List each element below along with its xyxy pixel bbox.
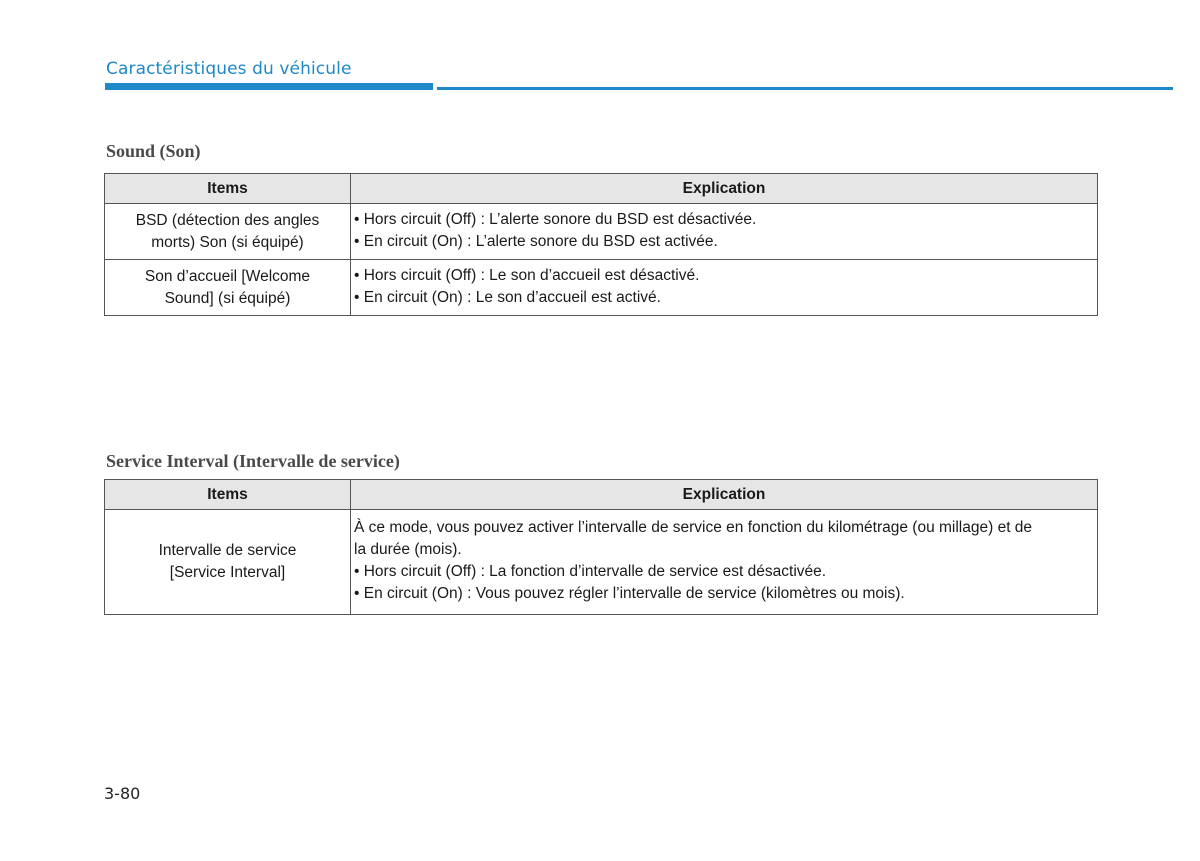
table-header-row xyxy=(105,174,1098,204)
item-cell xyxy=(105,510,351,615)
item-cell xyxy=(105,204,351,260)
item-text: Son d’accueil [Welcome xyxy=(144,267,311,285)
section-heading-service-interval: Service Interval (Intervalle de service) xyxy=(106,451,400,471)
table-row xyxy=(105,510,1098,615)
column-header-explication: Explication xyxy=(351,480,1098,510)
table-row xyxy=(105,260,1098,316)
explanation-text: • En circuit (On) : Vous pouvez régler l’intervalle de service (kilomètres ou mois). xyxy=(354,585,905,602)
explanation-text: la durée (mois). xyxy=(354,541,462,558)
item-text: Sound] (si équipé) xyxy=(164,289,291,307)
explanation-cell xyxy=(351,204,1098,260)
table-row xyxy=(105,204,1098,260)
item-text: BSD (détection des angles xyxy=(135,211,320,229)
sound-settings-table xyxy=(104,173,1098,316)
service-interval-table xyxy=(104,479,1098,615)
item-text: morts) Son (si équipé) xyxy=(151,233,304,251)
section-heading-sound: Sound (Son) xyxy=(106,141,201,161)
item-text: [Service Interval] xyxy=(169,564,286,581)
item-text: Intervalle de service xyxy=(158,542,297,559)
column-header-items: Items xyxy=(105,174,351,204)
chapter-title: Caractéristiques du véhicule xyxy=(106,59,352,79)
explanation-text: À ce mode, vous pouvez activer l’intervalle de service en fonction du kilométrage (ou millage) et de xyxy=(354,519,1033,536)
explanation-text: • Hors circuit (Off) : La fonction d’intervalle de service est désactivée. xyxy=(354,563,827,580)
table-header-row xyxy=(105,480,1098,510)
explanation-text: • Hors circuit (Off) : L’alerte sonore du BSD est désactivée. xyxy=(354,210,757,228)
explanation-cell xyxy=(351,260,1098,316)
column-header-items: Items xyxy=(105,480,351,510)
chapter-rule-line xyxy=(437,87,1173,90)
explanation-text: • Hors circuit (Off) : Le son d’accueil est désactivé. xyxy=(354,266,700,284)
chapter-accent-bar xyxy=(105,83,433,90)
page-number: 3-80 xyxy=(104,784,141,803)
item-cell xyxy=(105,260,351,316)
column-header-explication: Explication xyxy=(351,174,1098,204)
explanation-cell xyxy=(351,510,1098,615)
explanation-text: • En circuit (On) : Le son d’accueil est activé. xyxy=(354,288,661,306)
explanation-text: • En circuit (On) : L’alerte sonore du BSD est activée. xyxy=(354,232,718,250)
